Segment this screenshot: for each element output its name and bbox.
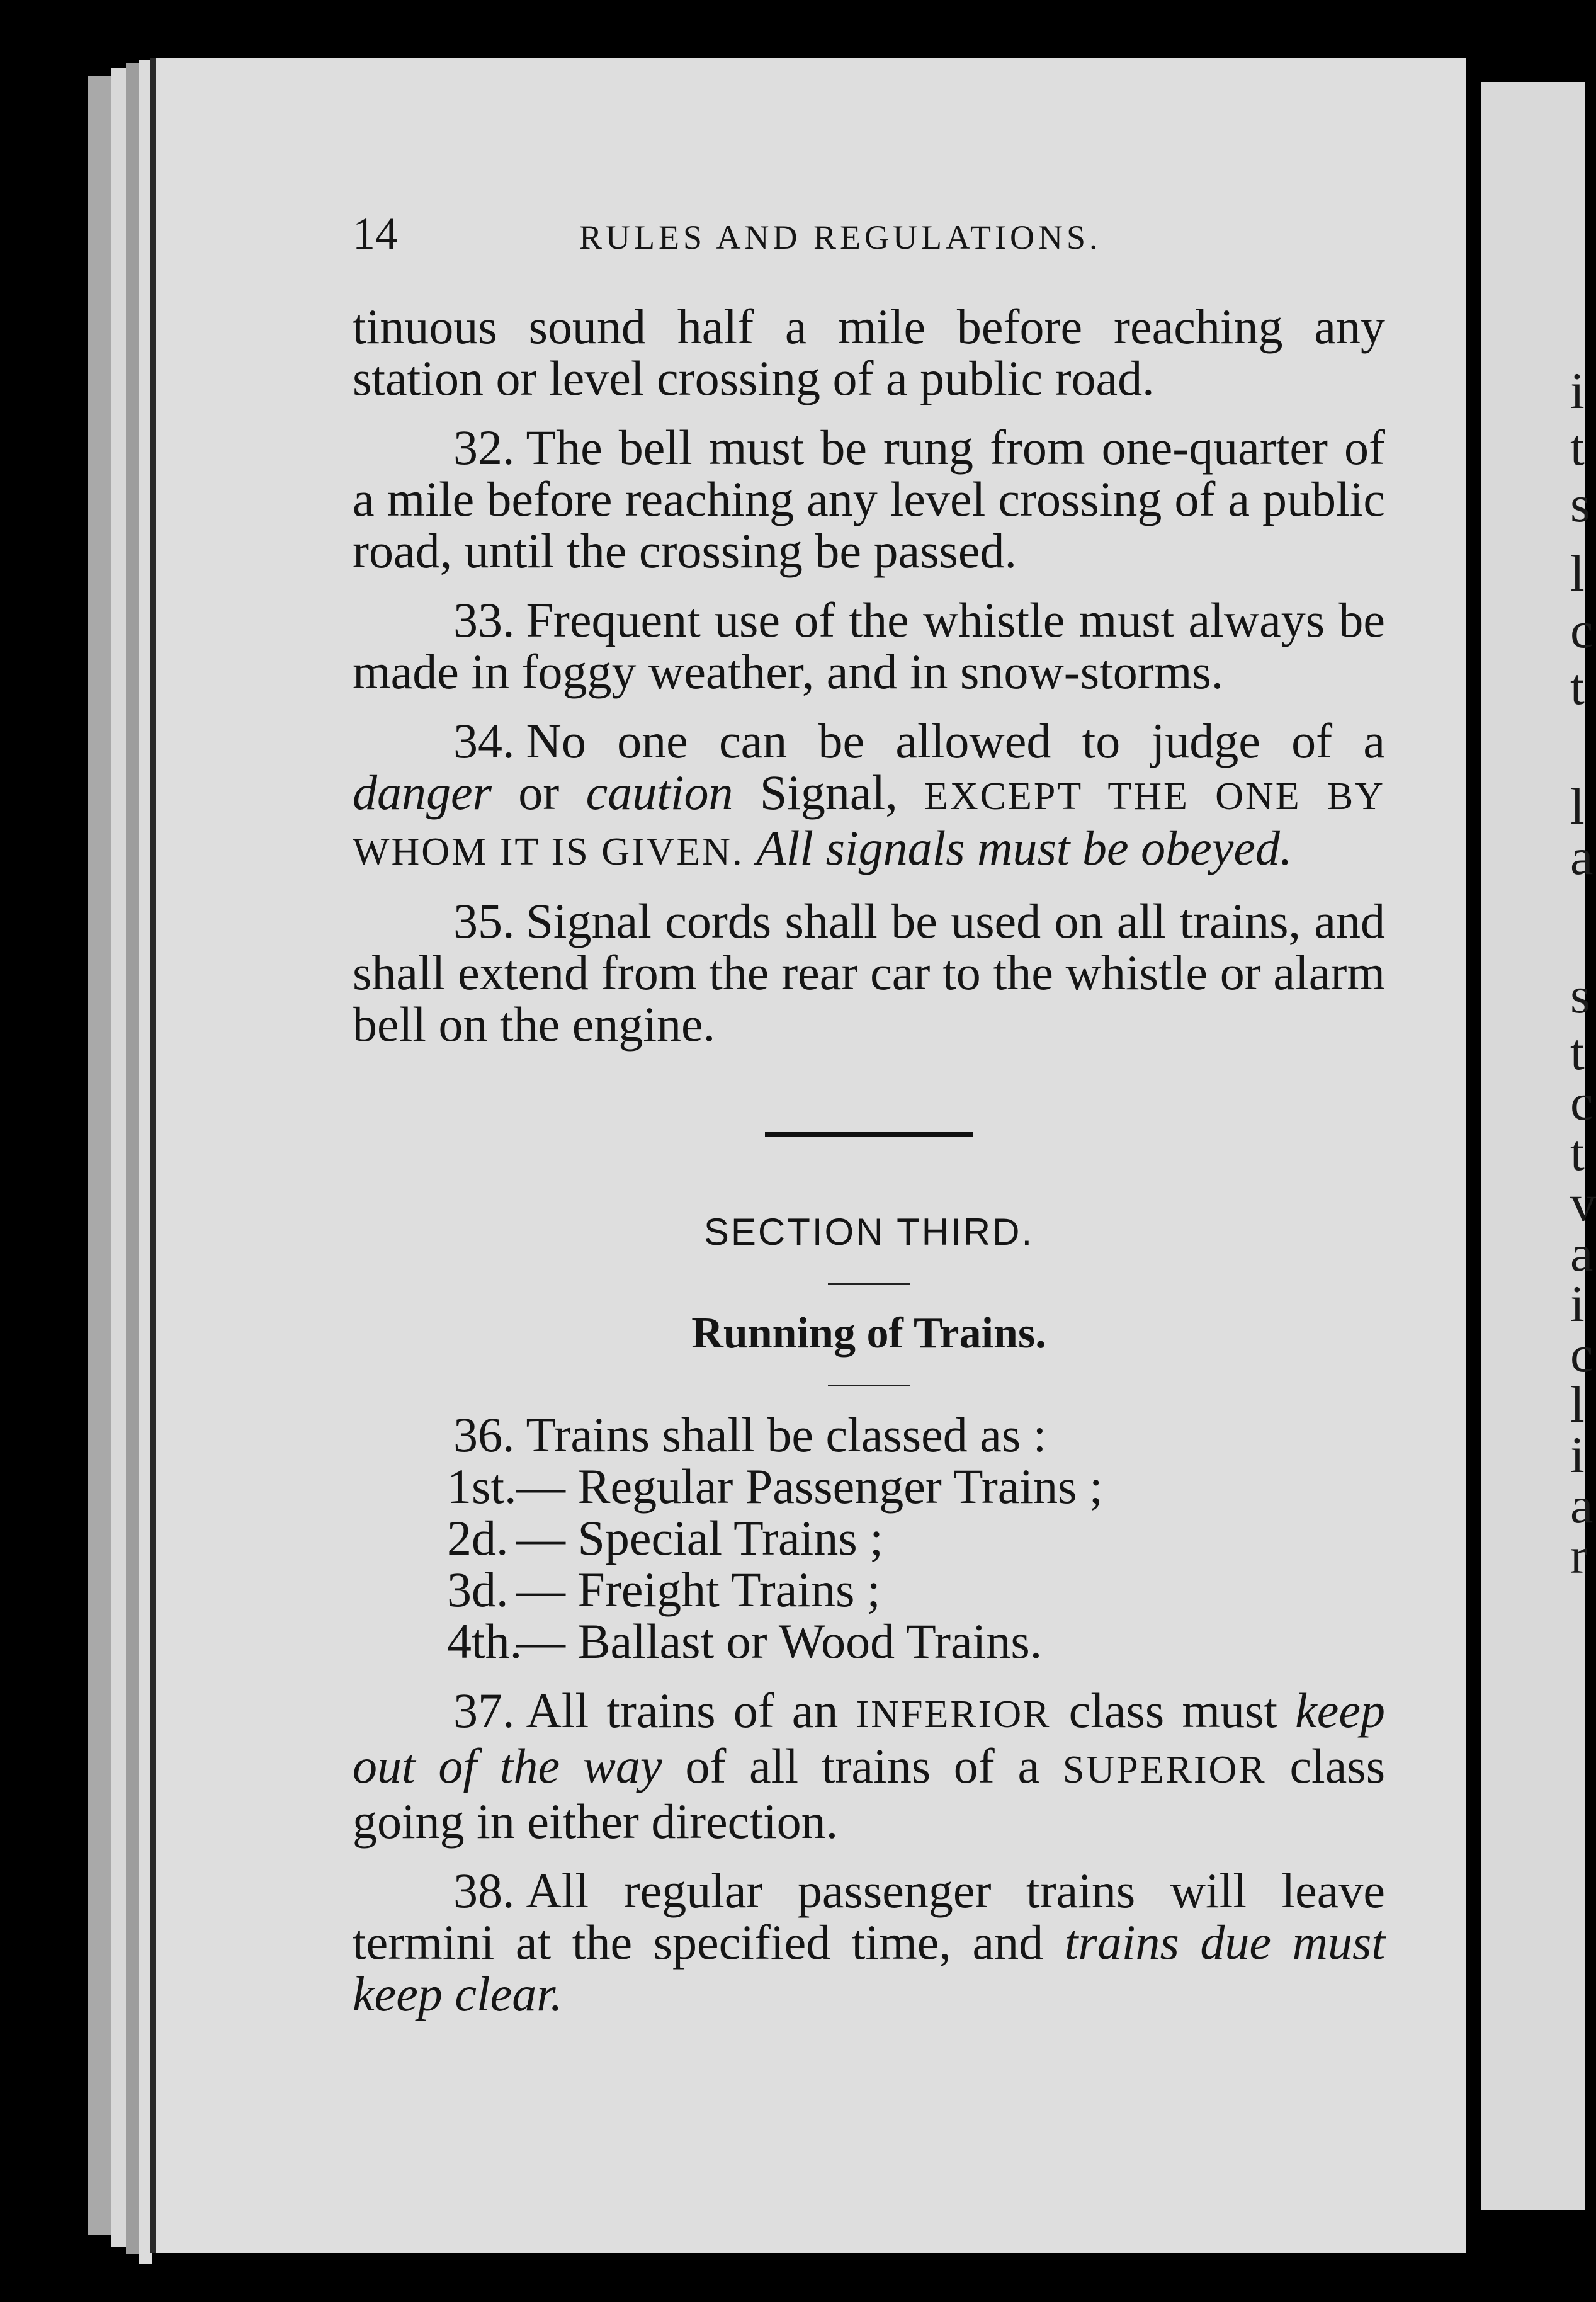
running-head xyxy=(353,208,1385,263)
italic-danger: danger xyxy=(353,765,492,820)
rule-text: class going in either direction. xyxy=(353,1738,1386,1849)
facing-page-letter: i xyxy=(1570,1275,1585,1332)
italic-keep-out: keep out of the way xyxy=(353,1683,1386,1793)
list-item xyxy=(447,1616,1385,1667)
rule-text: All trains of an xyxy=(526,1683,839,1738)
italic-trains-due: trains due must keep clear. xyxy=(353,1915,1385,2021)
heading-divider xyxy=(828,1283,910,1285)
rule-32 xyxy=(353,422,1385,577)
section-divider xyxy=(765,1132,973,1137)
rule-33 xyxy=(353,594,1385,698)
continued-paragraph: tinuous sound half a mile before reaching any station or level crossing of a public road. xyxy=(353,299,1385,405)
rule-text: Signal cords shall be used on all trains, and shall extend from the rear car to the whistle or alarm bell on the engine. xyxy=(353,893,1385,1052)
facing-page-letter: t xyxy=(1570,419,1585,476)
rule-text: or xyxy=(518,765,560,820)
class-ordinal: 2d. xyxy=(447,1511,509,1565)
facing-page-letter: i xyxy=(1570,1426,1585,1483)
facing-page-letter: t xyxy=(1570,1124,1585,1181)
rule-text: Signal, xyxy=(759,765,898,820)
running-title: RULES AND REGULATIONS. xyxy=(579,218,1102,256)
rule-36 xyxy=(353,1409,1385,1461)
facing-page-letter: l xyxy=(1570,545,1585,602)
rule-number: 32. xyxy=(453,420,515,475)
rule-number: 37. xyxy=(453,1683,515,1738)
class-ordinal: 4th. xyxy=(447,1614,523,1669)
list-item xyxy=(447,1564,1385,1616)
small-caps-text: SUPERIOR xyxy=(1062,1749,1267,1791)
page-content xyxy=(353,208,1385,2038)
rule-35 xyxy=(353,895,1385,1050)
heading-divider xyxy=(828,1385,910,1386)
rule-number: 36. xyxy=(453,1407,515,1462)
list-item xyxy=(447,1512,1385,1564)
facing-page-letter: l xyxy=(1570,778,1585,835)
class-label: — Special Trains ; xyxy=(516,1511,883,1565)
rule-number: 38. xyxy=(453,1863,515,1918)
italic-obeyed: All signals must be obeyed. xyxy=(756,820,1293,875)
facing-page-letter: c xyxy=(1570,1325,1593,1383)
facing-page-letter: c xyxy=(1570,601,1593,659)
facing-page-letter: i xyxy=(1570,362,1585,419)
rule-text: The bell must be rung from one-quarter of a mile before reaching any level crossing of a public road, until the crossing be passed. xyxy=(353,420,1385,578)
rule-37 xyxy=(353,1685,1385,1847)
rule-text: Frequent use of the whistle must always be made in foggy weather, and in snow-storms. xyxy=(353,593,1385,699)
list-item xyxy=(447,1461,1385,1512)
facing-page-letter: l xyxy=(1570,1376,1585,1433)
facing-page-letter: a xyxy=(1570,1225,1593,1282)
class-label: — Ballast or Wood Trains. xyxy=(516,1614,1043,1669)
rule-text: of all trains of a xyxy=(685,1738,1040,1793)
section-subheading: Running of Trains. xyxy=(691,1309,1046,1358)
class-label: — Regular Passenger Trains ; xyxy=(516,1459,1103,1514)
rule-text: Trains shall be classed as : xyxy=(526,1407,1047,1462)
class-ordinal: 3d. xyxy=(447,1562,509,1617)
facing-page-letter: r xyxy=(1570,1527,1588,1584)
rule-text: No one can be allowed to judge of a xyxy=(526,713,1385,768)
small-caps-text: EXCEPT THE ONE BY WHOM IT IS GIVEN. xyxy=(353,775,1386,873)
rule-text: All regular passenger trains will leave termini at the specified time, and xyxy=(353,1863,1385,1970)
page-number: 14 xyxy=(353,208,398,259)
facing-page-letter: s xyxy=(1570,967,1590,1024)
facing-page-letter: t xyxy=(1570,658,1585,715)
italic-caution: caution xyxy=(586,765,733,820)
facing-page-letter: a xyxy=(1570,1477,1593,1534)
section-heading: SECTION THIRD. xyxy=(703,1211,1034,1253)
small-caps-text: INFERIOR xyxy=(856,1693,1051,1736)
facing-page-letter: t xyxy=(1570,1023,1585,1080)
rule-number: 33. xyxy=(453,593,515,647)
facing-page-fragment xyxy=(1481,82,1596,2210)
facing-page-letter: v xyxy=(1570,1174,1596,1232)
rule-text: class must xyxy=(1068,1683,1278,1738)
rule-38 xyxy=(353,1865,1385,2020)
rule-34 xyxy=(353,715,1385,878)
rule-number: 35. xyxy=(453,893,515,948)
train-class-list xyxy=(447,1461,1385,1667)
class-label: — Freight Trains ; xyxy=(516,1562,881,1617)
page-edge xyxy=(88,76,113,2235)
facing-page-letter: c xyxy=(1570,1074,1593,1131)
facing-page-letter: s xyxy=(1570,475,1590,533)
facing-page-letter: a xyxy=(1570,828,1593,885)
rule-number: 34. xyxy=(453,713,515,768)
class-ordinal: 1st. xyxy=(447,1459,517,1514)
